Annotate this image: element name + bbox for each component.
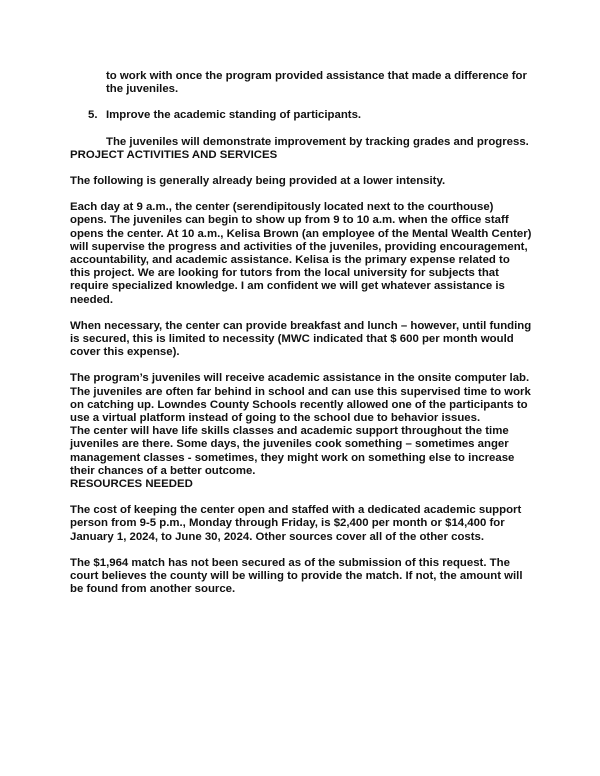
continued-paragraph: to work with once the program provided assistance that made a difference for the juveniles. <box>106 70 527 96</box>
list-item-detail: The juveniles will demonstrate improvement by tracking grades and progress. <box>106 135 529 148</box>
activities-paragraph-4b: The center will have life skills classes and academic support throughout the time juveniles are there. Some days, the juveniles cook something – sometimes anger management classes - sometimes, they might work on something else to increase their chances of a better outcome. <box>70 425 515 477</box>
activities-paragraph-1: The following is generally already being provided at a lower intensity. <box>70 175 446 188</box>
resources-paragraph-2: The $1,964 match has not been secured as of the submission of this request. The court believes the county will be willing to provide the match. If not, the amount will be found from another source. <box>70 556 523 596</box>
list-item-number: 5. <box>88 109 98 122</box>
list-item-title: Improve the academic standing of participants. <box>106 109 362 122</box>
section-heading-resources: RESOURCES NEEDED <box>70 478 193 491</box>
resources-paragraph-1: The cost of keeping the center open and staffed with a dedicated academic support person from 9-5 p.m., Monday through Friday, is $2,400 per month or $14,400 for January 1, 2024, to June 30, 2024. Other sources cover all of the other costs. <box>70 504 522 543</box>
list-item-5 <box>88 109 532 122</box>
document-page <box>70 70 532 597</box>
activities-paragraph-4a: The program’s juveniles will receive academic assistance in the onsite computer lab. The juveniles are often far behind in school and can use this supervised time to work on catching up. Lowndes County Schools recently allowed one of the participants to use a virtual platform instead of going to the school due to behavior issues. <box>70 372 531 425</box>
section-heading-activities: PROJECT ACTIVITIES AND SERVICES <box>70 148 278 161</box>
activities-paragraph-3: When necessary, the center can provide breakfast and lunch – however, until funding is secured, this is limited to necessity (MWC indicated that $ 600 per month would cover this expense). <box>70 319 532 359</box>
activities-paragraph-2: Each day at 9 a.m., the center (serendipitously located next to the courthouse) opens. The juveniles can begin to show up from 9 to 10 a.m. when the office staff opens the center. At 10 a.m., Kelisa Brown (an employee of the Mental Wealth Center) will supervise the progress and activities of the juveniles, providing encouragement, accountability, and academic assistance. Kelisa is the primary expense related to this project. We are looking for tutors from the local university for subjects that require specialized knowledge. I am confident we will get whatever assistance is needed. <box>70 201 532 306</box>
